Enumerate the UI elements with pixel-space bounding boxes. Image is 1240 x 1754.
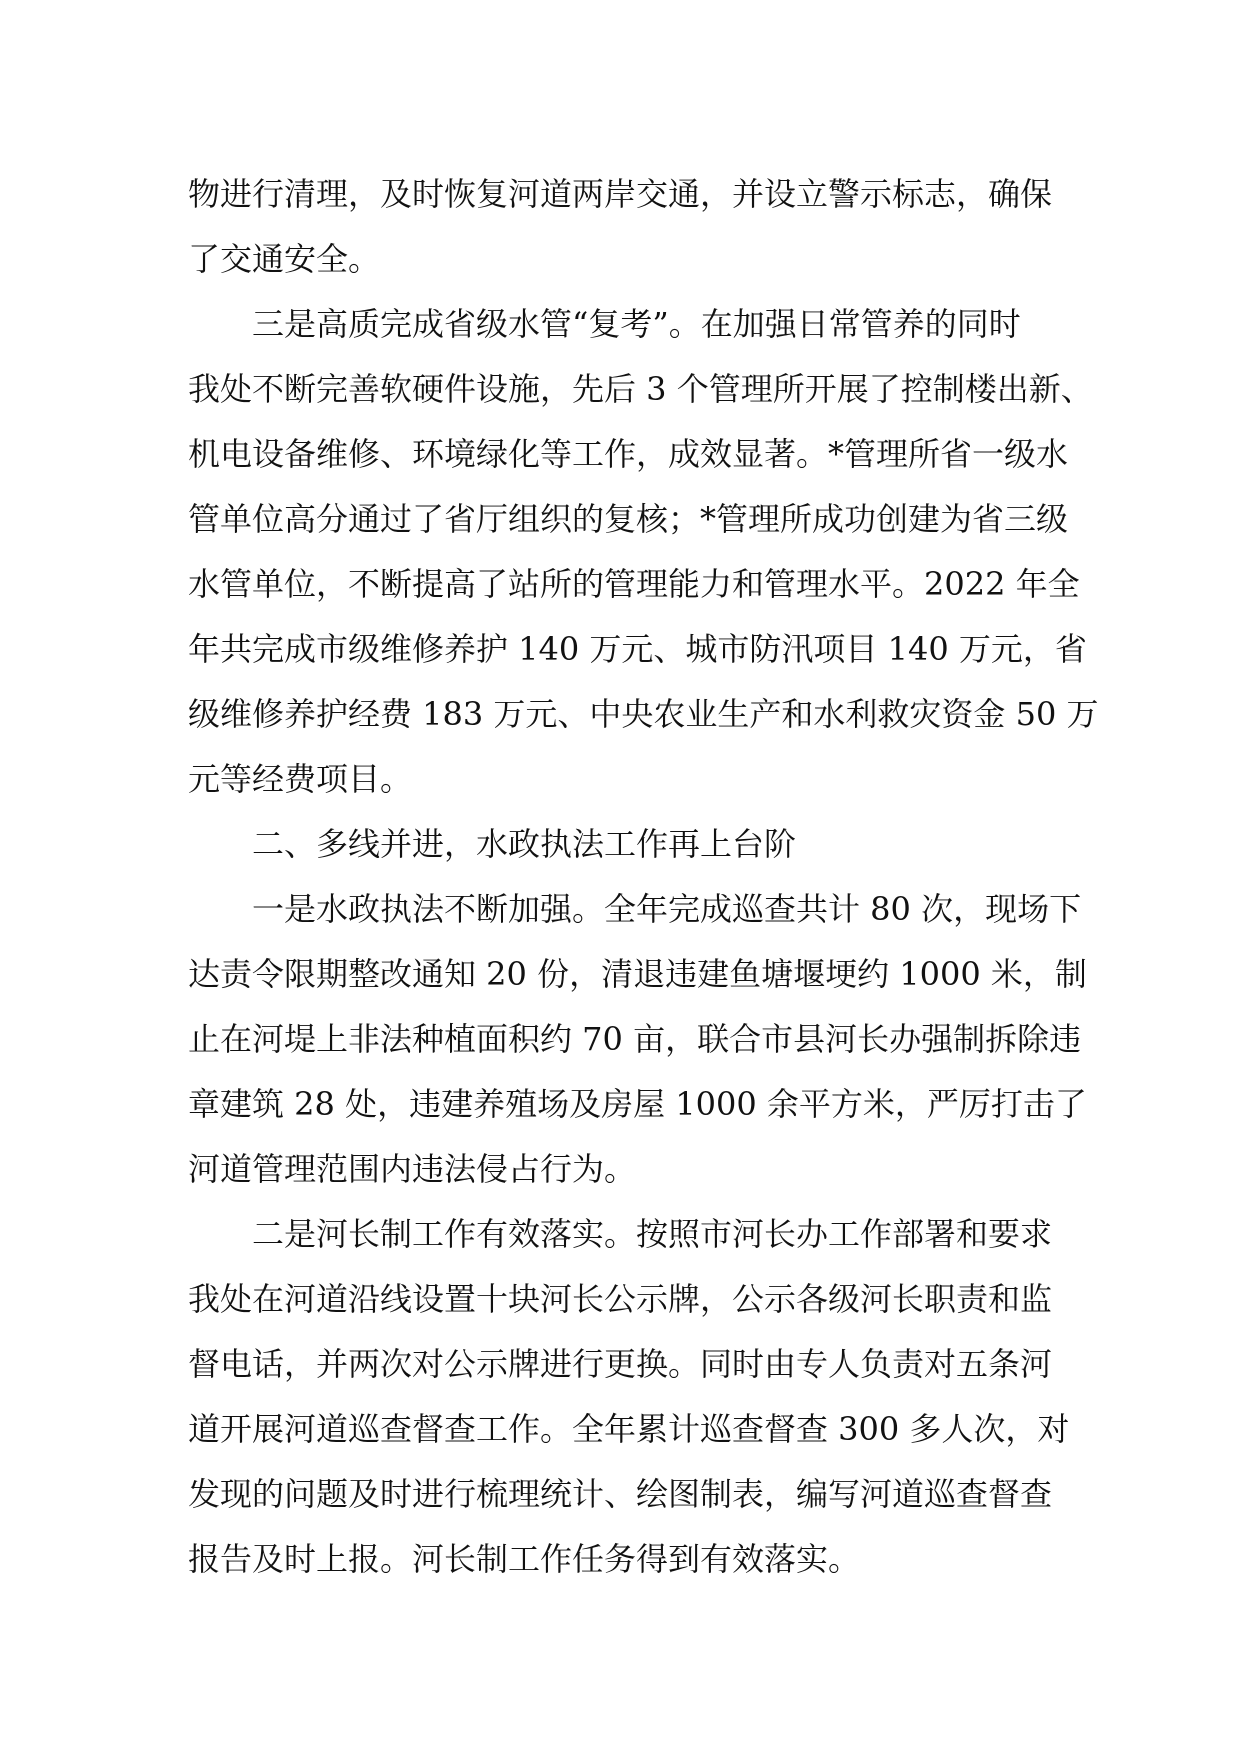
paragraph-line: 一是水政执法不断加强。全年完成巡查共计 80 次，现场下 bbox=[252, 890, 1082, 928]
paragraph-line: 年共完成市级维修养护 140 万元、城市防汛项目 140 万元，省 bbox=[188, 630, 1087, 668]
paragraph-line: 发现的问题及时进行梳理统计、绘图制表，编写河道巡查督查 bbox=[188, 1475, 1053, 1513]
paragraph-line: 止在河堤上非法种植面积约 70 亩，联合市县河长办强制拆除违 bbox=[188, 1020, 1082, 1058]
paragraph-line: 元等经费项目。 bbox=[188, 760, 413, 798]
paragraph-line: 二是河长制工作有效落实。按照市河长办工作部署和要求 bbox=[252, 1215, 1053, 1253]
document-page bbox=[188, 162, 1099, 1592]
paragraph-line: 三是高质完成省级水管“复考”。在加强日常管养的同时 bbox=[252, 305, 1021, 343]
paragraph-line: 督电话，并两次对公示牌进行更换。同时由专人负责对五条河 bbox=[188, 1345, 1053, 1383]
paragraph-line: 了交通安全。 bbox=[188, 240, 381, 278]
section-heading: 二、多线并进，水政执法工作再上台阶 bbox=[252, 825, 797, 863]
paragraph-line: 物进行清理，及时恢复河道两岸交通，并设立警示标志，确保 bbox=[188, 175, 1053, 213]
paragraph-line: 报告及时上报。河长制工作任务得到有效落实。 bbox=[188, 1540, 861, 1578]
paragraph-line: 章建筑 28 处，违建养殖场及房屋 1000 余平方米，严厉打击了 bbox=[188, 1085, 1087, 1123]
paragraph-line: 管单位高分通过了省厅组织的复核；*管理所成功创建为省三级 bbox=[188, 500, 1069, 538]
paragraph-line: 道开展河道巡查督查工作。全年累计巡查督查 300 多人次，对 bbox=[188, 1410, 1070, 1448]
paragraph-line: 河道管理范围内违法侵占行为。 bbox=[188, 1150, 637, 1188]
paragraph-line: 我处不断完善软硬件设施，先后 3 个管理所开展了控制楼出新、 bbox=[188, 370, 1093, 408]
paragraph-line: 机电设备维修、环境绿化等工作，成效显著。*管理所省一级水 bbox=[188, 435, 1069, 473]
paragraph-line: 达责令限期整改通知 20 份，清退违建鱼塘堰埂约 1000 米，制 bbox=[188, 955, 1087, 993]
paragraph-line: 我处在河道沿线设置十块河长公示牌，公示各级河长职责和监 bbox=[188, 1280, 1053, 1318]
paragraph-line: 水管单位，不断提高了站所的管理能力和管理水平。2022 年全 bbox=[188, 565, 1080, 603]
paragraph-line: 级维修养护经费 183 万元、中央农业生产和水利救灾资金 50 万 bbox=[188, 695, 1099, 733]
